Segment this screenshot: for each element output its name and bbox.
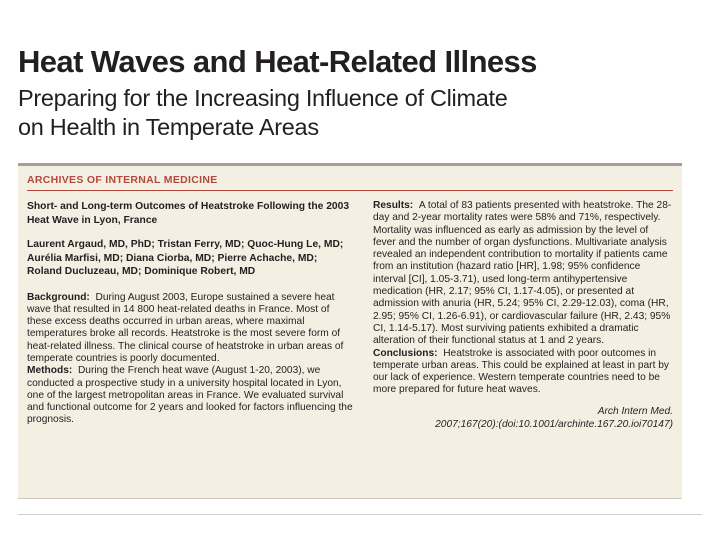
article-authors: Laurent Argaud, MD, PhD; Tristan Ferry, MD; Quoc-Hung Le, MD; Aurélia Marfisi, MD; Diana Ciorba, MD; Pierre Achache, MD; Roland Ducluzeau, MD; Dominique Robert, MD	[27, 239, 344, 277]
conclusions-section	[373, 348, 673, 397]
abstract-left-column	[27, 200, 355, 427]
abstract-box	[18, 163, 682, 499]
citation	[373, 405, 673, 432]
methods-text: During the French heat wave (August 1-20, 2003), we conducted a prospective study in a university hospital located in Lyon, one of the largest metropolitan areas in France. We evaluated survival and functional outcome for 2 years and looked for factors influencing the prognosis.	[27, 365, 353, 426]
background-section	[27, 292, 355, 366]
methods-section	[27, 365, 355, 426]
methods-label: Methods:	[27, 365, 78, 377]
background-label: Background:	[27, 291, 96, 303]
conclusions-label: Conclusions:	[373, 347, 444, 359]
citation-journal: Arch Intern Med.	[597, 405, 673, 417]
journal-rule	[27, 190, 673, 191]
citation-doi: 2007;167(20):(doi:10.1001/archinte.167.20.ioi70147)	[435, 419, 673, 431]
bottom-divider	[18, 514, 702, 515]
results-text: A total of 83 patients presented with heatstroke. The 28-day and 2-year mortality rates were 58% and 71%, respectively. Mortality was influenced as early as admission by the level of fever and the number of organ dysfunctions. Multivariate analysis revealed an independent contribution to mortality if patients came from an institution (hazard ratio [HR], 1.98; 95% confidence interval [CI], 1.05-3.71), used long-term antihypertensive medication (HR, 2.17; 95% CI, 1.17-4.05), or presented at admission with anuria (HR, 5.24; 95% CI, 2.29-12.03), coma (HR, 2.95; 95% CI, 1.26-6.91), or cardiovascular failure (HR, 2.43; 95% CI, 1.14-5.17). Most surviving patients exhibited a dramatic alteration of their functional status at 1 and 2 years.	[373, 200, 672, 347]
slide-header	[18, 44, 708, 142]
slide-subtitle	[18, 84, 708, 142]
subtitle-line-1: Preparing for the Increasing Influence of Climate	[18, 85, 508, 111]
results-label: Results:	[373, 200, 419, 211]
article-title: Short- and Long-term Outcomes of Heatstroke Following the 2003 Heat Wave in Lyon, France	[27, 201, 350, 226]
journal-name: ARCHIVES OF INTERNAL MEDICINE	[27, 174, 218, 186]
background-text: During August 2003, Europe sustained a severe heat wave that resulted in 14 800 heat-related deaths in France. Most of these excess deaths occurred in urban areas, where maximal temperatures broke all records. Heatstroke is the most severe form of heat-related illness. The clinical course of heatstroke in urban areas of temperate countries is poorly documented.	[27, 291, 344, 364]
subtitle-line-2: on Health in Temperate Areas	[18, 114, 319, 140]
conclusions-text: Heatstroke is associated with poor outcomes in temperate urban areas. This could be explained at least in part by our lack of experience. Western temperate countries need to be more prepared for future heat waves.	[373, 347, 669, 396]
results-section	[373, 200, 673, 348]
slide-title: Heat Waves and Heat-Related Illness	[18, 44, 537, 79]
abstract-right-column	[373, 200, 673, 432]
